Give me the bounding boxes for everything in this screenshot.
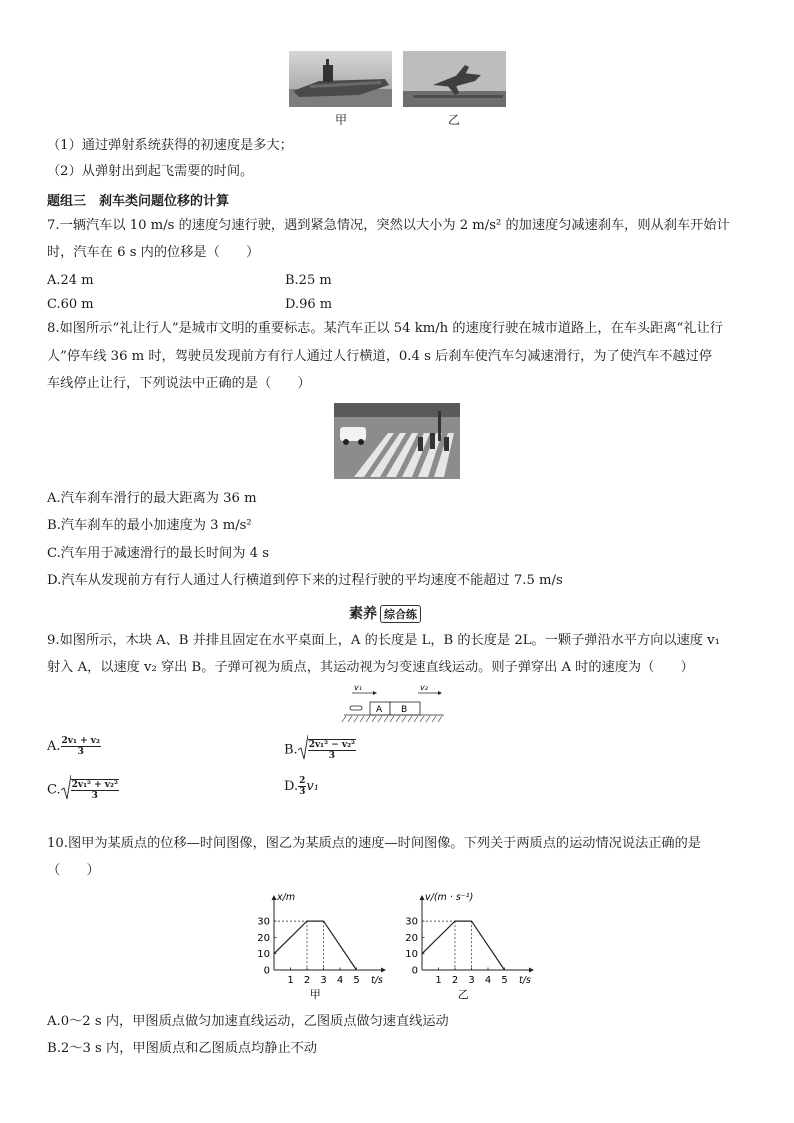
q8-option-c: C.汽车用于减速滑行的最长时间为 4 s xyxy=(47,546,269,561)
q9-stem-line-2: 射入 A，以速度 v₂ 穿出 B。子弹可视为质点，其运动视为匀变速直线运动。则子弹穿出 A 时的速度为（ ） xyxy=(47,660,694,675)
y-tick-label: 20 xyxy=(405,932,418,944)
q6-part-1: （1）通过弹射系统获得的初速度是多大； xyxy=(47,138,293,153)
q7-option-b: B.25 m xyxy=(285,273,332,288)
x-tick-label: 3 xyxy=(468,975,475,986)
y-tick-label: 30 xyxy=(257,916,270,928)
q9-option-d-fraction: $\frac{2}{3}$ xyxy=(299,776,306,797)
section-banner xyxy=(349,603,421,623)
banner-part-2: 综合练 xyxy=(380,605,421,623)
x-axis-label: t/s xyxy=(519,975,531,986)
x-tick-label: 5 xyxy=(353,975,360,986)
series-line xyxy=(422,921,505,970)
q10-stem-line-2: （ ） xyxy=(47,863,100,878)
q7-stem-line-2: 时，汽车在 6 s 内的位移是（ ） xyxy=(47,245,260,260)
block-b-label: B xyxy=(401,705,408,715)
q9-stem-line-1: 9.如图所示，木块 A、B 并排且固定在水平桌面上，A 的长度是 L，B 的长度是 2L。一颗子弹沿水平方向以速度 v₁ xyxy=(47,633,720,648)
block-a-label: A xyxy=(376,705,383,715)
jet-photo xyxy=(403,51,506,107)
photo-caption-left: 甲 xyxy=(335,113,348,127)
photo-caption-right: 乙 xyxy=(448,113,461,127)
q9-option-a-fraction: $\frac{\text{2v₁ + v₂}}{3}$ xyxy=(61,736,100,757)
y-axis-label: x/m xyxy=(277,892,296,904)
x-tick-label: 3 xyxy=(320,975,327,986)
crosswalk-photo xyxy=(334,403,460,479)
q8-option-a: A.汽车刹车滑行的最大距离为 36 m xyxy=(47,491,257,506)
banner-part-1: 素养 xyxy=(349,606,377,622)
x-tick-label: 1 xyxy=(435,975,442,986)
q8-stem-line-1: 8.如图所示“礼让行人”是城市文明的重要标志。某汽车正以 54 km/h 的速度行驶在城市道路上，在车头距离“礼让行 xyxy=(47,321,723,336)
q6-part-2: （2）从弹射出到起飞需要的时间。 xyxy=(47,164,254,179)
x-tick-label: 5 xyxy=(501,975,508,986)
x-tick-label: 2 xyxy=(451,975,459,986)
v1-label: v₁ xyxy=(354,683,362,692)
q8-option-b: B.汽车刹车的最小加速度为 3 m/s² xyxy=(47,518,252,533)
y-axis-label: v/(m · s⁻¹) xyxy=(425,892,474,904)
y-axis-arrow-icon xyxy=(420,895,425,900)
bullet-icon xyxy=(350,706,362,710)
y-tick-label: 20 xyxy=(257,932,270,944)
q7-option-a: A.24 m xyxy=(47,273,94,288)
y-tick-label: 0 xyxy=(411,965,418,977)
q9-option-b-fraction: $\frac{\text{2v₁² − v₂²}}{3}$ xyxy=(308,740,355,761)
q8-stem-line-2: 人”停车线 36 m 时，驾驶员发现前方有行人通过人行横道，0.4 s 后刹车使汽车匀减速滑行，为了使汽车不越过停 xyxy=(47,349,712,364)
q9-option-c: C. $\frac{\text{2v₁² + v₂²}}{3}$ xyxy=(47,774,119,806)
sqrt-sign-icon xyxy=(298,734,308,766)
series-line xyxy=(274,921,357,970)
x-tick-label: 4 xyxy=(336,975,344,986)
sqrt-sign-icon xyxy=(61,774,71,806)
q7-option-c: C.60 m xyxy=(47,297,94,312)
bullet-block-figure xyxy=(340,682,446,724)
q7-stem-line-1: 7.一辆汽车以 10 m/s 的速度匀速行驶，遇到紧急情况，突然以大小为 2 m/s² 的加速度匀减速刹车，则从刹车开始计 xyxy=(47,218,730,233)
q7-option-d: D.96 m xyxy=(285,297,333,312)
q9-option-c-fraction: $\frac{\text{2v₁² + v₂²}}{3}$ xyxy=(71,780,118,801)
velocity-time-chart xyxy=(400,884,540,1002)
carrier-photo xyxy=(289,51,392,107)
y-tick-label: 10 xyxy=(257,949,270,961)
y-axis-arrow-icon xyxy=(272,895,277,900)
x-axis-arrow-icon xyxy=(381,968,386,973)
x-tick-label: 1 xyxy=(287,975,294,986)
y-tick-label: 0 xyxy=(263,965,270,977)
q10-option-b: B.2～3 s 内，甲图质点和乙图质点均静止不动 xyxy=(47,1041,318,1056)
q8-stem-line-3: 车线停止让行，下列说法中正确的是（ ） xyxy=(47,376,311,391)
q10-stem-line-1: 10.图甲为某质点的位移—时间图像，图乙为某质点的速度—时间图像。下列关于两质点的运动情况说法正确的是 xyxy=(47,836,701,851)
q10-option-a: A.0～2 s 内，甲图质点做匀加速直线运动，乙图质点做匀速直线运动 xyxy=(47,1014,449,1029)
chart-title: 乙 xyxy=(457,988,469,1001)
x-axis-label: t/s xyxy=(371,975,383,986)
x-tick-label: 4 xyxy=(484,975,492,986)
v2-label: v₂ xyxy=(420,683,428,692)
q9-option-b: B. $\frac{\text{2v₁² − v₂²}}{3}$ xyxy=(284,734,356,766)
displacement-time-chart xyxy=(252,884,392,1002)
q9-option-a: A. $\frac{\text{2v₁ + v₂}}{3}$ xyxy=(47,736,100,757)
x-tick-label: 2 xyxy=(303,975,311,986)
chart-title: 甲 xyxy=(309,988,321,1001)
section-heading: 题组三 刹车类问题位移的计算 xyxy=(47,194,230,209)
q8-option-d: D.汽车从发现前方有行人通过人行横道到停下来的过程行驶的平均速度不能超过 7.5 m/s xyxy=(47,573,563,588)
y-tick-label: 10 xyxy=(405,949,418,961)
q9-option-d: D. $\frac{2}{3}$ v₁ xyxy=(284,776,319,797)
x-axis-arrow-icon xyxy=(529,968,534,973)
y-tick-label: 30 xyxy=(405,916,418,928)
